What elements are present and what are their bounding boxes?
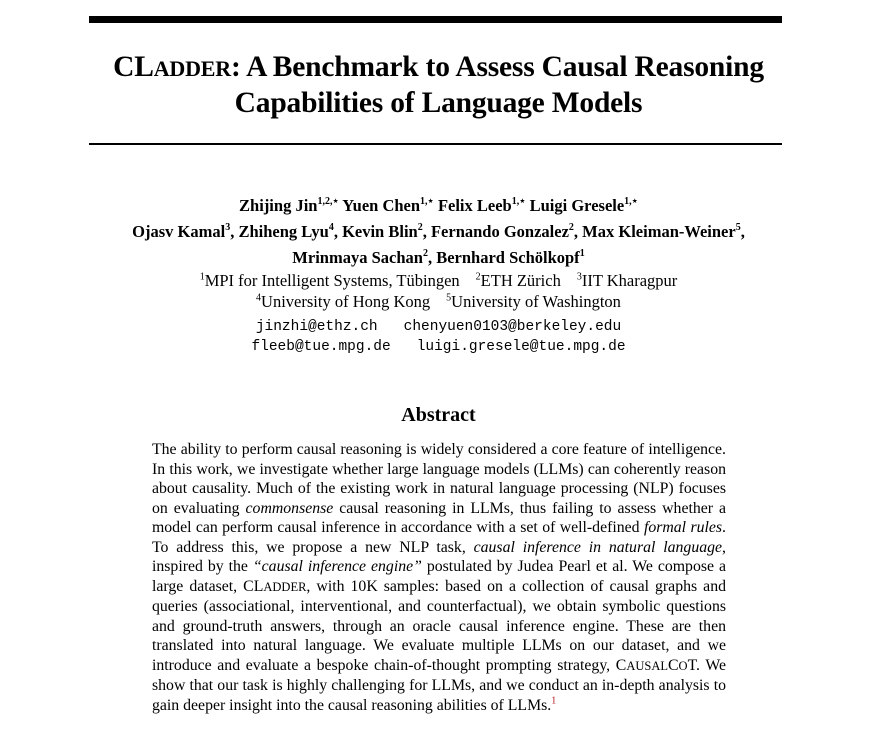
footnote-link[interactable]: 1 [551, 695, 557, 707]
smallcaps-part: C [667, 656, 679, 674]
smallcaps-part: C [615, 656, 627, 674]
smallcaps-part: AUSAL [626, 658, 668, 673]
abstract-emph: causal inference in natural language [473, 538, 723, 556]
affiliation-name: MPI for Intelligent Systems, Tübingen [204, 271, 460, 290]
email-address[interactable]: fleeb@tue.mpg.de [251, 339, 391, 355]
author-list [60, 193, 817, 271]
affiliation-name: University of Hong Kong [261, 292, 431, 311]
affiliation-row-2 [60, 291, 817, 312]
abstract-text: postulated by Judea Pearl et al. We compose a large dataset, [152, 558, 726, 595]
abstract-body [152, 440, 726, 715]
bottom-rule [89, 143, 782, 145]
abstract-emph: commonsense [245, 499, 334, 517]
author-row-1 [60, 193, 817, 219]
title-line1-rest: : A Benchmark to Assess Causal Reasoning [230, 51, 764, 83]
affiliation-row-1 [60, 270, 817, 291]
email-row-1 [60, 317, 817, 337]
author-sup: 2 [417, 221, 423, 233]
author-name: Fernando Gonzalez [430, 222, 569, 241]
affiliation-num: 5 [446, 292, 452, 304]
affiliation-num: 2 [475, 271, 481, 283]
title-line2: Capabilities of Language Models [234, 87, 643, 119]
author-name: Luigi Gresele [529, 196, 625, 215]
author-name: Ojasv Kamal [132, 222, 226, 241]
affiliation-name: IIT Kharagpur [581, 271, 678, 290]
abstract-text: . We show that our task is highly challenging for LLMs, and we conduct an in-depth analysis to gain deeper insight into the causal reasoning abilities of LLMs. [152, 656, 726, 714]
abstract-heading: Abstract [401, 404, 476, 426]
paper-title [60, 50, 817, 120]
affiliations [60, 270, 817, 312]
author-sup: 3 [225, 221, 231, 233]
author-name: Yuen Chen [342, 196, 421, 215]
abstract-emph: formal rules [643, 519, 723, 536]
author-name: Max Kleiman-Weiner [582, 222, 736, 241]
email-row-2 [60, 337, 817, 357]
author-sup: 5 [735, 221, 741, 233]
smallcaps-part: T [687, 656, 697, 674]
email-address[interactable]: luigi.gresele@tue.mpg.de [416, 339, 626, 355]
affiliation-name: University of Washington [451, 292, 621, 311]
author-sup: 1,⋆ [511, 195, 526, 207]
author-sup: 2 [568, 221, 574, 233]
title-smallcaps: ADDER [153, 56, 231, 81]
smallcaps-part: O [678, 658, 688, 673]
method-name [616, 657, 696, 674]
author-name: Zhijing Jin [239, 196, 318, 215]
author-sup: 2 [422, 247, 428, 259]
author-sup: 1,⋆ [420, 195, 434, 207]
author-name: Mrinmaya Sachan [292, 248, 423, 267]
title-prefix: CL [113, 51, 154, 83]
abstract-emph: “causal inference engine” [252, 558, 422, 575]
email-address[interactable]: jinzhi@ethz.ch [255, 319, 378, 335]
author-row-3: Mrinmaya Sachan$^2$, Bernhard Schölkopf$^1$ [292, 247, 585, 267]
abstract-text: , inspired by the [152, 538, 726, 575]
dataset-name [243, 578, 306, 595]
abstract-text: . To address this, we propose a new NLP task, [152, 519, 726, 556]
abstract-text: causal reasoning in LLMs, thus failing to assess whether a model can perform causal inference in accordance with a set of well-defined [152, 499, 726, 536]
abstract-text: , with 10K samples: based on a collection of causal graphs and queries (associational, interventional, and counterfactual), we obtain symbolic questions and ground-truth answers, through an oracle causal inference engine. These are then translated into natural language. We evaluate multiple LLMs on our dataset, and we introduce and evaluate a bespoke chain-of-thought prompting strategy, [152, 577, 726, 674]
smallcaps-part: CL [243, 577, 264, 595]
author-name: Bernhard Schölkopf [436, 248, 580, 267]
smallcaps-part: ADDER [263, 579, 307, 594]
affiliation-num: 3 [576, 271, 582, 283]
author-name: Kevin Blin [342, 222, 418, 241]
affiliation-num: 1 [199, 271, 205, 283]
author-sup: 1,2,⋆ [317, 195, 339, 207]
author-sup: 1 [579, 247, 585, 259]
abstract-text: The ability to perform causal reasoning is widely considered a core feature of intelligence. In this work, we investigate whether large language models (LLMs) can coherently reason about causality. Much of the existing work in natural language processing (NLP) focuses on evaluating [152, 441, 726, 517]
author-name: Zhiheng Lyu [238, 222, 329, 241]
affiliation-num: 4 [256, 292, 262, 304]
author-name: Felix Leeb [437, 196, 512, 215]
email-address[interactable]: chenyuen0103@berkeley.edu [403, 319, 622, 335]
email-list [60, 317, 817, 357]
author-sup: 1,⋆ [624, 195, 638, 207]
affiliation-name: ETH Zürich [480, 271, 561, 290]
author-row-2: Ojasv Kamal$^3$, Zhiheng Lyu$^4$, Kevin Blin$^2$, Fernando Gonzalez$^2$, Max Kleiman-Weiner$^5$, [132, 221, 745, 241]
author-sup: 4 [328, 221, 334, 233]
top-rule [89, 16, 782, 23]
